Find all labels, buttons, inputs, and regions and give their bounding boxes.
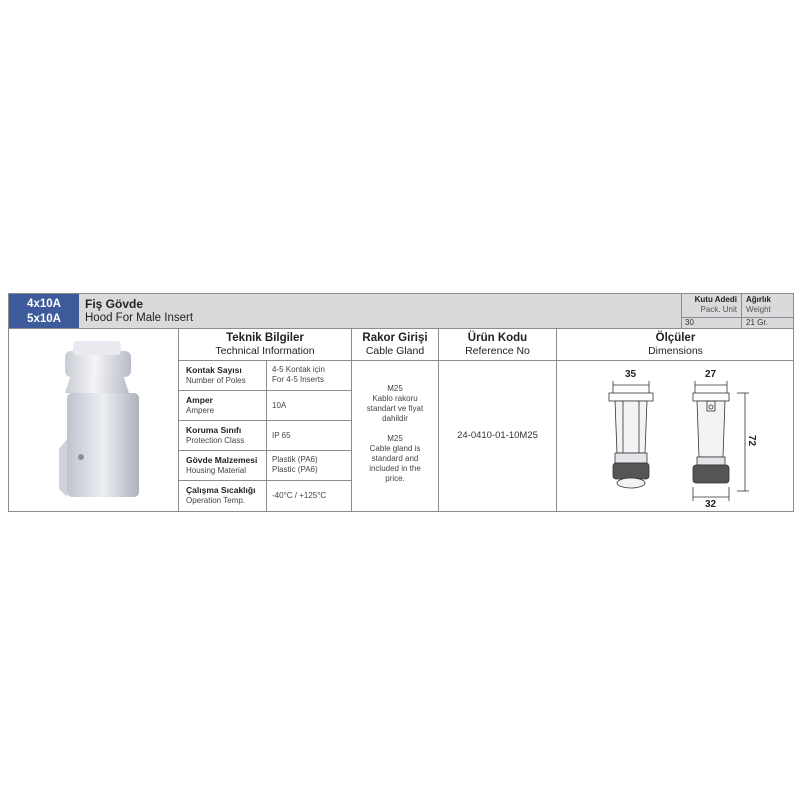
technical-header-tr: Teknik Bilgiler bbox=[226, 332, 304, 344]
header-band bbox=[8, 293, 794, 329]
divider bbox=[266, 421, 267, 450]
spec-value: 10A bbox=[272, 401, 287, 410]
weight-label-en: Weight bbox=[746, 305, 771, 314]
divider bbox=[266, 451, 267, 480]
pack-label-en: Pack. Unit bbox=[700, 305, 737, 314]
product-photo bbox=[9, 329, 179, 511]
gland-text: standard and bbox=[371, 454, 419, 463]
spec-value: 4-5 Kontak için bbox=[272, 365, 325, 374]
reference-no: 24-0410-01-10M25 bbox=[439, 361, 557, 511]
spec-key-en: Number of Poles bbox=[186, 376, 246, 385]
spec-row-temperature bbox=[179, 481, 352, 511]
dimensions-header-tr: Ölçüler bbox=[655, 332, 696, 344]
gland-text: included in the bbox=[369, 464, 421, 473]
dim-width-top: 35 bbox=[625, 369, 637, 380]
reference-header-tr: Ürün Kodu bbox=[467, 332, 528, 344]
divider bbox=[266, 391, 267, 420]
gland-header-tr: Rakor Girişi bbox=[362, 332, 428, 344]
spec-key-en: Operation Temp. bbox=[186, 496, 245, 505]
reference-header bbox=[439, 329, 557, 361]
dimensions-header-en: Dimensions bbox=[648, 345, 703, 357]
gland-text: Cable gland is bbox=[369, 444, 421, 453]
dim-height: 72 bbox=[746, 434, 758, 447]
spec-key-tr: Çalışma Sıcaklığı bbox=[186, 485, 256, 495]
product-table bbox=[8, 329, 794, 512]
spec-row-poles bbox=[179, 361, 352, 391]
dimensions-drawing bbox=[557, 361, 794, 511]
dim-depth-top: 27 bbox=[705, 369, 717, 380]
gland-header bbox=[352, 329, 439, 361]
spec-row-ampere bbox=[179, 391, 352, 421]
divider bbox=[266, 481, 267, 511]
spec-key-en: Housing Material bbox=[186, 466, 247, 475]
gland-text: M25 bbox=[387, 384, 403, 393]
variant-badge bbox=[9, 294, 79, 328]
spec-value: Plastik (PA6) bbox=[272, 455, 318, 464]
pack-label-tr: Kutu Adedi bbox=[694, 295, 737, 304]
gland-header-en: Cable Gland bbox=[365, 345, 425, 357]
weight-value: 21 Gr. bbox=[746, 318, 768, 327]
gland-text: Kablo rakoru bbox=[372, 394, 418, 403]
dimension-drawing-icon bbox=[557, 361, 794, 511]
product-sheet bbox=[8, 293, 794, 512]
gland-text: dahildir bbox=[382, 414, 408, 423]
spec-row-material bbox=[179, 451, 352, 481]
cable-gland-cell bbox=[352, 361, 439, 511]
spec-key-tr: Gövde Malzemesi bbox=[186, 455, 258, 465]
divider bbox=[266, 361, 267, 390]
weight-cell bbox=[741, 294, 794, 328]
spec-row-protection bbox=[179, 421, 352, 451]
product-title-tr: Fiş Gövde bbox=[85, 297, 144, 311]
gland-text: M25 bbox=[387, 434, 403, 443]
variant-2: 5x10A bbox=[27, 313, 61, 325]
weight-label-tr: Ağırlık bbox=[746, 295, 771, 304]
gland-text: standart ve fiyat bbox=[366, 404, 424, 413]
spec-key-tr: Amper bbox=[186, 395, 213, 405]
spec-key-tr: Kontak Sayısı bbox=[186, 365, 242, 375]
spec-key-en: Ampere bbox=[186, 406, 215, 415]
spec-key-en: Protection Class bbox=[186, 436, 245, 445]
gland-text: price. bbox=[385, 474, 405, 483]
product-title-en: Hood For Male Insert bbox=[85, 312, 194, 324]
pack-unit-cell bbox=[681, 294, 742, 328]
reference-header-en: Reference No bbox=[465, 345, 530, 357]
hood-photo-icon bbox=[9, 329, 177, 511]
variant-1: 4x10A bbox=[27, 298, 61, 310]
spec-value: Plastic (PA6) bbox=[272, 465, 318, 474]
dim-width-bottom: 32 bbox=[705, 499, 717, 510]
dimensions-header bbox=[557, 329, 794, 361]
pack-value: 30 bbox=[685, 318, 694, 327]
spec-value: For 4-5 Inserts bbox=[272, 375, 325, 384]
technical-header-en: Technical Information bbox=[215, 345, 315, 357]
spec-value: -40°C / +125°C bbox=[272, 491, 327, 500]
technical-header bbox=[179, 329, 352, 361]
spec-key-tr: Koruma Sınıfı bbox=[186, 425, 242, 435]
spec-value: IP 65 bbox=[272, 431, 291, 440]
